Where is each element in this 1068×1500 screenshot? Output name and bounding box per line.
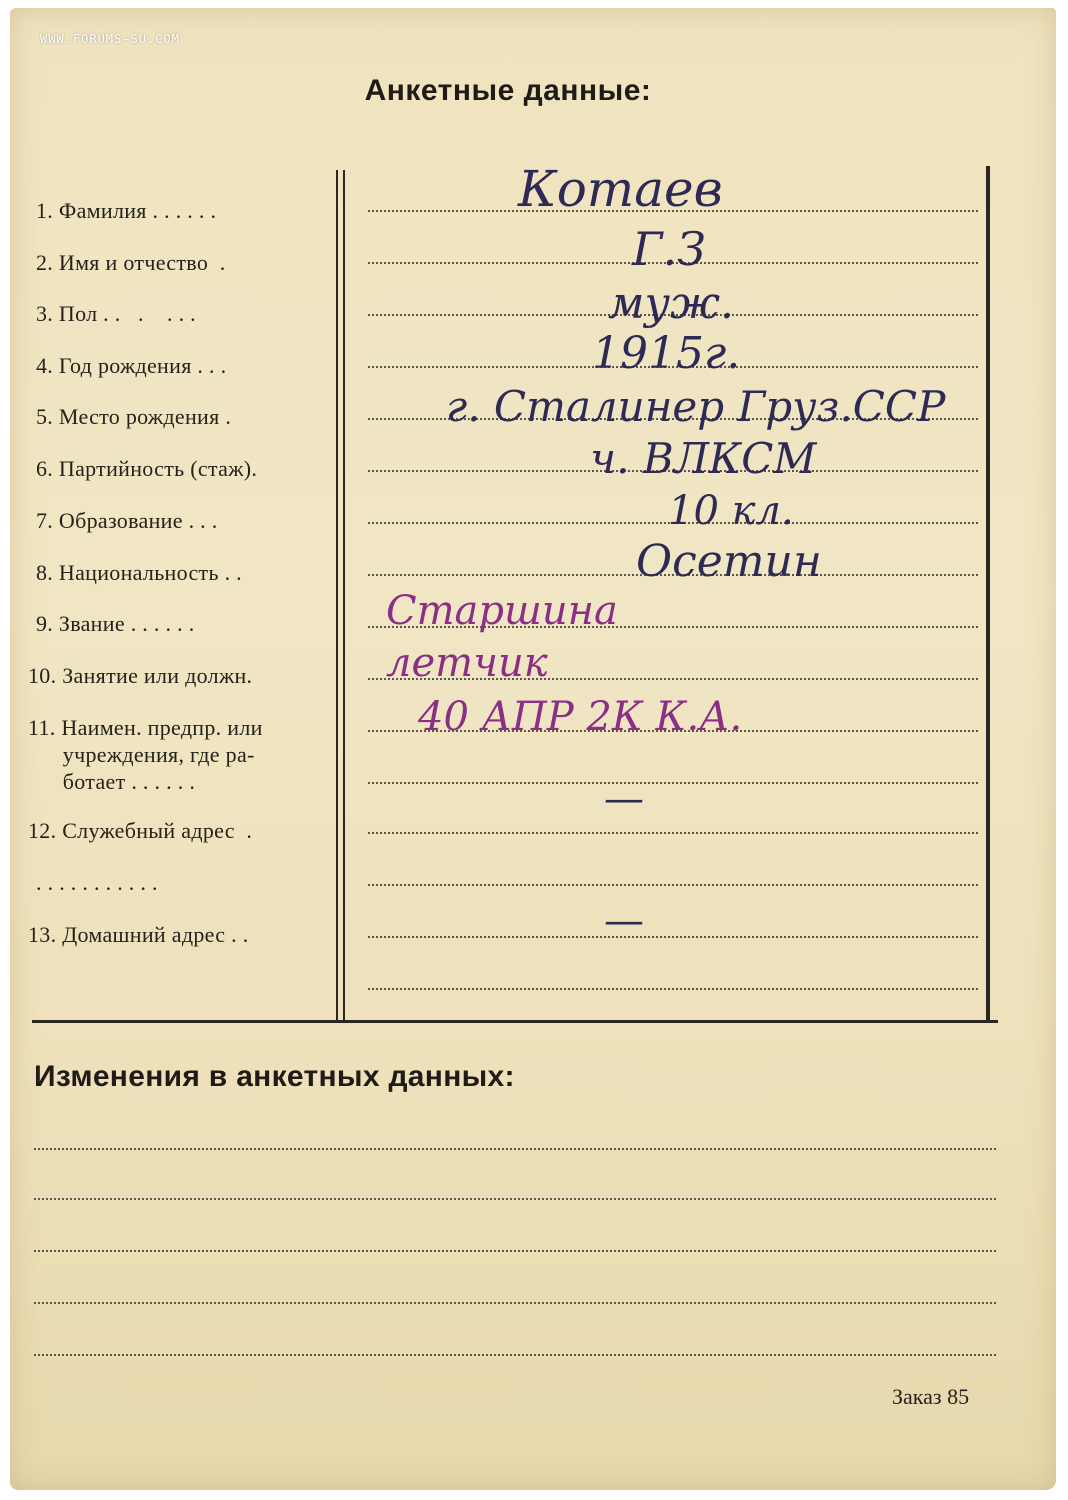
label-birth-place: 5. Место рождения . (36, 404, 232, 429)
value-rank: Старшина (386, 588, 618, 634)
table-bottom-border (32, 1020, 998, 1023)
value-workplace: 40 АПР 2К К.А. (418, 694, 743, 740)
value-name-patronymic: Г.З (632, 222, 706, 276)
value-home-address: — (604, 898, 644, 944)
label-birth-year: 4. Год рождения . . . (36, 353, 227, 378)
label-name-patronymic: 2. Имя и отчество . (36, 250, 226, 275)
changes-line (34, 1302, 996, 1304)
answer-line (368, 936, 978, 938)
changes-line (34, 1250, 996, 1252)
value-occupation: летчик (386, 640, 548, 686)
label-occupation: 10. Занятие или должн. (28, 663, 253, 688)
column-divider-right (343, 170, 345, 1022)
label-workplace: 11. Наимен. предпр. или учреждения, где ра- ботает . . . . . . (28, 715, 263, 794)
watermark: WWW.FORUMS-SU.COM (40, 32, 180, 46)
label-rank: 9. Звание . . . . . . (36, 611, 195, 636)
value-party: ч. ВЛКСМ (590, 434, 817, 483)
column-divider-left (336, 170, 338, 1022)
value-birth-place: г. Сталинер Груз.ССР (446, 382, 946, 431)
answer-line (368, 884, 978, 886)
page-title: Анкетные данные: (364, 74, 652, 107)
label-education: 7. Образование . . . (36, 508, 218, 533)
value-nationality: Осетин (636, 536, 822, 587)
value-education: 10 кл. (668, 488, 794, 534)
changes-section-title: Изменения в анкетных данных: (34, 1060, 515, 1093)
answer-line (368, 782, 978, 784)
label-work-address: 12. Служебный адрес . (28, 818, 253, 843)
changes-line (34, 1148, 996, 1150)
label-party: 6. Партийность (стаж). (36, 456, 258, 481)
label-continuation: . . . . . . . . . . . (36, 870, 158, 895)
value-surname: Котаев (518, 160, 723, 218)
changes-line (34, 1354, 996, 1356)
value-work-address: — (604, 776, 644, 822)
order-number: Заказ 85 (892, 1384, 970, 1409)
value-sex: муж. (608, 278, 735, 329)
value-birth-year: 1915г. (592, 328, 741, 379)
label-home-address: 13. Домашний адрес . . (28, 922, 249, 947)
table-right-border (986, 166, 990, 1022)
answer-line (368, 832, 978, 834)
label-nationality: 8. Национальность . . (36, 560, 242, 585)
answer-line (368, 988, 978, 990)
label-surname: 1. Фамилия . . . . . . (36, 198, 217, 223)
label-sex: 3. Пол . . . . . . (36, 301, 196, 326)
changes-line (34, 1198, 996, 1200)
